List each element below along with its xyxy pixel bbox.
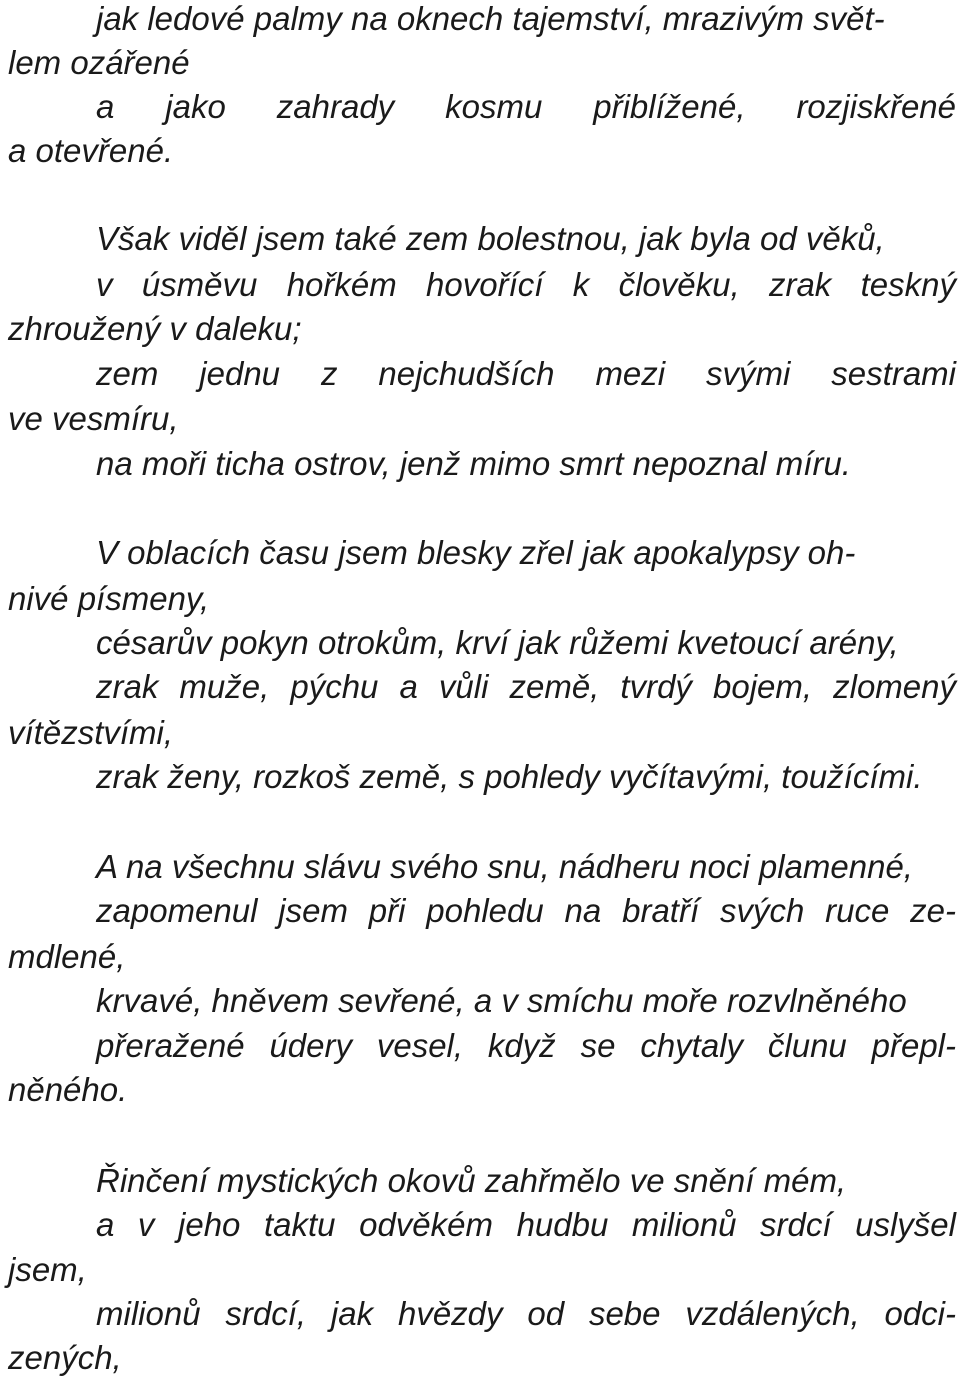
poem-line: Řinčení mystických okovů zahřmělo ve snění mém, [96, 1162, 847, 1199]
poem-line: jak ledové palmy na oknech tajemství, mrazivým svět- [96, 0, 885, 37]
poem-line: césarův pokyn otrokům, krví jak růžemi kvetoucí arény, [96, 624, 899, 661]
poem-line: vítězstvími, [8, 714, 174, 751]
poem-line: nivé písmeny, [8, 580, 210, 617]
poem-line: A na všechnu slávu svého snu, nádheru noci plamenné, [96, 848, 913, 885]
poem-line: zených, [8, 1339, 122, 1376]
poem-line: přeražené údery vesel, když se chytaly člunu přepl- [96, 1027, 956, 1064]
poem-line: zem jednu z nejchudších mezi svými sestrami [96, 355, 956, 392]
poem-line: lem ozářené [8, 44, 190, 81]
poem-line: v úsměvu hořkém hovořící k člověku, zrak teskný [96, 266, 956, 303]
poem-line: a v jeho taktu odvěkém hudbu milionů srdcí uslyšel [96, 1206, 956, 1243]
poem-line: a jako zahrady kosmu přiblížené, rozjiskřené [96, 88, 956, 125]
poem-line: krvavé, hněvem sevřené, a v smíchu moře rozvlněného [96, 982, 907, 1019]
poem-line: na moři ticha ostrov, jenž mimo smrt nepoznal míru. [96, 445, 851, 482]
poem-line: zapomenul jsem při pohledu na bratří svých ruce ze- [96, 892, 956, 929]
poem-line: zrak muže, pýchu a vůli země, tvrdý bojem, zlomený [96, 668, 956, 705]
poem-line: něného. [8, 1071, 128, 1108]
poem-line: a otevřené. [8, 132, 174, 169]
poem-line: mdlené, [8, 938, 126, 975]
poem-line: milionů srdcí, jak hvězdy od sebe vzdálených, odci- [96, 1295, 956, 1332]
poem-line: zhroužený v daleku; [8, 310, 302, 347]
poem-line: Však viděl jsem také zem bolestnou, jak byla od věků, [96, 220, 885, 257]
poem-line: ve vesmíru, [8, 400, 179, 437]
poem-line: V oblacích času jsem blesky zřel jak apokalypsy oh- [96, 534, 856, 571]
poem-line: jsem, [8, 1251, 87, 1288]
poem-line: zrak ženy, rozkoš země, s pohledy vyčítavými, toužícími. [96, 758, 923, 795]
